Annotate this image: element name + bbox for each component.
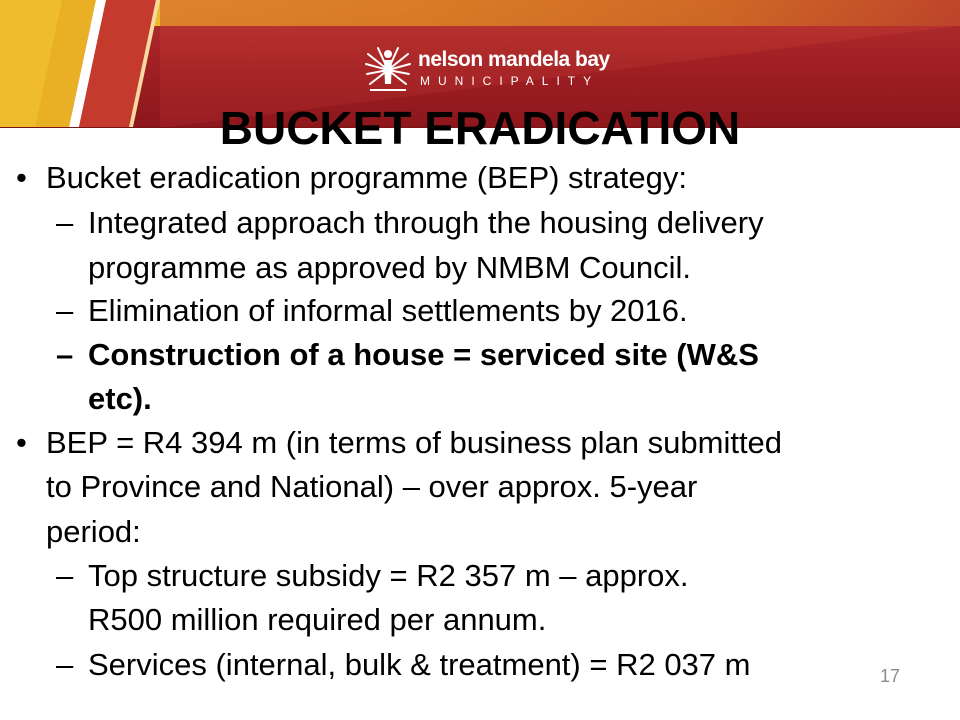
- sub-bullet-text: programme as approved by NMBM Council.: [88, 250, 692, 285]
- sub-bullet-text: Elimination of informal settlements by 2016.: [88, 293, 688, 328]
- sub-bullet-text: Top structure subsidy = R2 357 m – approx.: [88, 558, 689, 593]
- bullet-text: Bucket eradication programme (BEP) strategy:: [46, 160, 687, 195]
- logo-subtitle: MUNICIPALITY: [420, 74, 600, 88]
- sub-bullet-dash: –: [56, 205, 74, 240]
- municipality-logo: [364, 44, 610, 96]
- sub-bullet-dash: –: [56, 558, 74, 593]
- slide-title: BUCKET ERADICATION: [219, 102, 741, 154]
- sub-bullet-text: R500 million required per annum.: [88, 602, 547, 637]
- sunburst-figure-icon: [364, 44, 412, 96]
- sub-bullet-text: Integrated approach through the housing delivery: [88, 205, 764, 240]
- sub-bullet-text: etc).: [88, 381, 152, 416]
- bullet-text: BEP = R4 394 m (in terms of business plan submitted: [46, 425, 783, 460]
- logo-name: nelson mandela bay: [418, 48, 610, 71]
- sub-bullet-dash: –: [56, 647, 74, 682]
- page-number: 17: [880, 666, 901, 686]
- sub-bullet-dash: –: [56, 337, 74, 372]
- bullet-marker: •: [16, 425, 27, 460]
- sub-bullet-dash: –: [56, 293, 74, 328]
- bullet-marker: •: [16, 160, 27, 195]
- sub-bullet-text: Services (internal, bulk & treatment) = R2 037 m: [88, 647, 751, 682]
- bullet-text: to Province and National) – over approx. 5-year: [46, 469, 698, 504]
- sub-bullet-text: Construction of a house = serviced site (W&S: [88, 337, 759, 372]
- bullet-text: period:: [46, 514, 141, 549]
